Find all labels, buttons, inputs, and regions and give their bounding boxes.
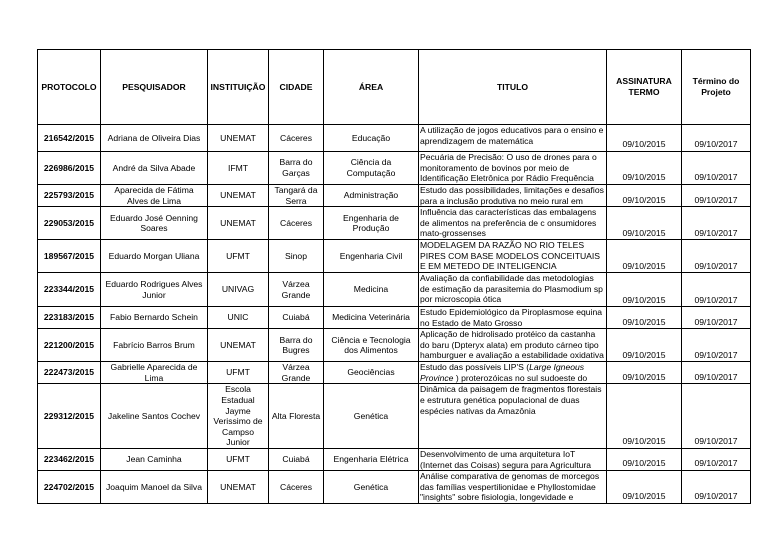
table-row [38,307,751,329]
table-row [38,125,751,152]
titulo-cell [419,152,607,185]
area-cell: Genética [324,384,419,449]
header-instituicao: INSTITUIÇÃO [208,50,269,125]
protocolo-cell: 216542/2015 [38,125,101,152]
titulo-cell [419,273,607,307]
table-row [38,329,751,362]
titulo-text: Influência das características das embalagens de alimentos na preferência de c onsumidores mato-grossenses [420,207,597,239]
termino-cell: 09/10/2017 [682,207,751,240]
area-cell: Medicina Veterinária [324,307,419,329]
titulo-cell [419,207,607,240]
titulo-cell [419,362,607,384]
pesquisador-cell: Eduardo Rodrigues Alves Junior [101,273,208,307]
instituicao-cell: UNIVAG [208,273,269,307]
cidade-cell: Cuiabá [269,307,324,329]
cidade-cell: Várzea Grande [269,362,324,384]
titulo-text: Estudo das possibilidades, limitações e desafios para a inclusão produtiva no meio rural em [420,185,604,206]
protocolo-cell: 229053/2015 [38,207,101,240]
area-cell: Geociências [324,362,419,384]
header-termino: Término do Projeto [682,50,751,125]
header-titulo: TITULO [419,50,607,125]
titulo-text-post: ) proterozóicas no sul sudoeste do [455,372,588,383]
instituicao-cell: Escola Estadual Jayme Verissimo de Campso Junior [208,384,269,449]
titulo-text: Pecuária de Precisão: O uso de drones para o monitoramento de bovinos por meio de Identificação Eletrônica por Rádio Frequência [420,152,597,184]
instituicao-cell: UFMT [208,448,269,470]
instituicao-cell: UFMT [208,362,269,384]
titulo-cell [419,125,607,152]
header-pesquisador: PESQUISADOR [101,50,208,125]
table-row [38,207,751,240]
titulo-cell [419,384,607,449]
area-cell: Ciência e Tecnologia dos Alimentos [324,329,419,362]
table-row [38,470,751,503]
pesquisador-cell: Gabrielle Aparecida de Lima [101,362,208,384]
area-cell: Genética [324,470,419,503]
assinatura-cell: 09/10/2015 [607,362,682,384]
pesquisador-cell: Eduardo José Oenning Soares [101,207,208,240]
assinatura-cell: 09/10/2015 [607,125,682,152]
titulo-text: Desenvolvimento de uma arquitetura IoT (Internet das Coisas) segura para Agricultura [420,448,592,470]
titulo-text: Dinâmica da paisagem de fragmentos florestais e estrutura genética populacional de duas espécies nativas da Amazônia [420,384,602,416]
assinatura-cell: 09/10/2015 [607,152,682,185]
table-row [38,240,751,273]
titulo-cell [419,240,607,273]
titulo-cell [419,329,607,362]
assinatura-cell: 09/10/2015 [607,240,682,273]
header-cidade: CIDADE [269,50,324,125]
assinatura-cell: 09/10/2015 [607,185,682,207]
titulo-text [420,362,604,383]
termino-cell: 09/10/2017 [682,185,751,207]
assinatura-cell: 09/10/2015 [607,329,682,362]
protocolo-cell: 221200/2015 [38,329,101,362]
titulo-cell [419,185,607,207]
assinatura-cell: 09/10/2015 [607,307,682,329]
table-row [38,448,751,470]
instituicao-cell: UNEMAT [208,185,269,207]
protocolo-cell: 189567/2015 [38,240,101,273]
cidade-cell: Cáceres [269,125,324,152]
titulo-text: Análise comparativa de genomas de morcegos das famílias vespertilionidae e Phyllostomidae "insights" sobre fisiologia, longevidade e [420,470,600,503]
cidade-cell: Tangará da Serra [269,185,324,207]
assinatura-cell: 09/10/2015 [607,448,682,470]
protocolo-cell: 223462/2015 [38,448,101,470]
instituicao-cell: UNEMAT [208,125,269,152]
termino-cell: 09/10/2017 [682,470,751,503]
cidade-cell: Sinop [269,240,324,273]
table-row [38,185,751,207]
instituicao-cell: IFMT [208,152,269,185]
instituicao-cell: UNEMAT [208,329,269,362]
assinatura-cell: 09/10/2015 [607,470,682,503]
area-cell: Ciência da Computação [324,152,419,185]
titulo-text: A utilização de jogos educativos para o ensino e aprendizagem de matemática [420,125,604,146]
pesquisador-cell: Joaquim Manoel da Silva [101,470,208,503]
protocolo-cell: 223183/2015 [38,307,101,329]
area-cell: Administração [324,185,419,207]
area-cell: Educação [324,125,419,152]
protocolo-cell: 222473/2015 [38,362,101,384]
titulo-text: Avaliação da confiabilidade das metodologias de estimação da parasitemia do Plasmodium sp por microscopia ótica [420,273,603,305]
header-protocolo: PROTOCOLO [38,50,101,125]
header-assinatura: ASSINATURA TERMO [607,50,682,125]
header-row [38,50,751,125]
protocolo-cell: 229312/2015 [38,384,101,449]
protocolo-cell: 224702/2015 [38,470,101,503]
pesquisador-cell: Adriana de Oliveira Dias [101,125,208,152]
cidade-cell: Barra do Garças [269,152,324,185]
protocolo-cell: 225793/2015 [38,185,101,207]
pesquisador-cell: Jakeline Santos Cochev [101,384,208,449]
termino-cell: 09/10/2017 [682,362,751,384]
cidade-cell: Cáceres [269,207,324,240]
protocolo-cell: 223344/2015 [38,273,101,307]
cidade-cell: Cáceres [269,470,324,503]
titulo-text: Estudo Epidemiológico da Piroplasmose equina no Estado de Mato Grosso [420,307,603,328]
pesquisador-cell: André da Silva Abade [101,152,208,185]
instituicao-cell: UFMT [208,240,269,273]
protocolo-cell: 226986/2015 [38,152,101,185]
instituicao-cell: UNIC [208,307,269,329]
termino-cell: 09/10/2017 [682,125,751,152]
titulo-text: MODELAGEM DA RAZÃO NO RIO TELES PIRES COM BASE MODELOS CONCEITUAIS E EM METEDO DE INTELIGENCIA [420,240,601,272]
protocol-table [37,49,751,504]
area-cell: Engenharia Elétrica [324,448,419,470]
cidade-cell: Alta Floresta [269,384,324,449]
area-cell: Engenharia de Produção [324,207,419,240]
cidade-cell: Várzea Grande [269,273,324,307]
table-row [38,384,751,449]
titulo-text-italic-1: Large Igneous [529,362,585,373]
pesquisador-cell: Aparecida de Fátima Alves de Lima [101,185,208,207]
titulo-cell [419,307,607,329]
termino-cell: 09/10/2017 [682,384,751,449]
titulo-cell [419,470,607,503]
cidade-cell: Cuiabá [269,448,324,470]
titulo-text-italic-2: Province [420,372,454,383]
pesquisador-cell: Jean Caminha [101,448,208,470]
assinatura-cell: 09/10/2015 [607,207,682,240]
titulo-text-pre: Estudo das possíveis LIP'S ( [420,362,530,373]
assinatura-cell: 09/10/2015 [607,273,682,307]
instituicao-cell: UNEMAT [208,470,269,503]
area-cell: Medicina [324,273,419,307]
termino-cell: 09/10/2017 [682,273,751,307]
termino-cell: 09/10/2017 [682,152,751,185]
termino-cell: 09/10/2017 [682,240,751,273]
header-area: ÁREA [324,50,419,125]
titulo-cell [419,448,607,470]
termino-cell: 09/10/2017 [682,329,751,362]
termino-cell: 09/10/2017 [682,307,751,329]
instituicao-cell: UNEMAT [208,207,269,240]
area-cell: Engenharia Civil [324,240,419,273]
pesquisador-cell: Eduardo Morgan Uliana [101,240,208,273]
assinatura-cell: 09/10/2015 [607,384,682,449]
termino-cell: 09/10/2017 [682,448,751,470]
table-row [38,362,751,384]
table-row [38,273,751,307]
pesquisador-cell: Fabrício Barros Brum [101,329,208,362]
pesquisador-cell: Fabio Bernardo Schein [101,307,208,329]
table-row [38,152,751,185]
cidade-cell: Barra do Bugres [269,329,324,362]
titulo-text: Aplicação de hidrolisado protéico da castanha do baru (Dpteryx alata) em produto cárneo tipo hamburguer e avaliação a estabilidade oxidativa [420,329,604,361]
